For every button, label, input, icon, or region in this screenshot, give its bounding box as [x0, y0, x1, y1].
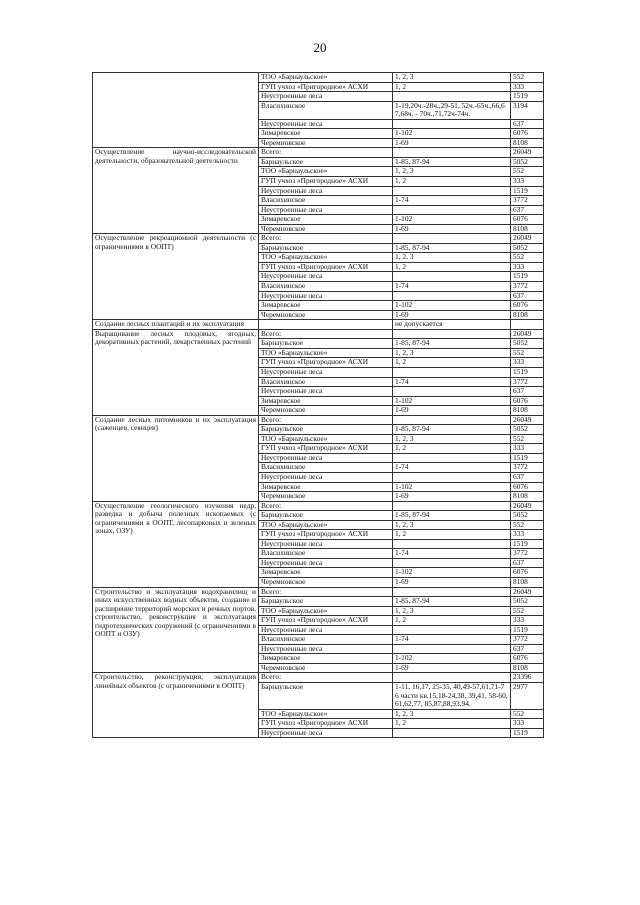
area-cell: 26049	[511, 148, 544, 158]
activity-cell: Строительство и эксплуатация водохранилищ и иных искусственных водных объектов, создание и расширение территорий морских и речных портов, строительство, реконструкция и эксплуатация гидротехнических сооружений (с ограничениями в ООПТ и ОЗУ)	[93, 587, 259, 673]
area-cell: 3772	[511, 463, 544, 473]
quarters-cell: 1, 2, 3	[393, 606, 511, 616]
quarters-cell: 1-69	[393, 663, 511, 673]
forestry-cell: Неустроенные леса	[259, 453, 393, 463]
forestry-cell: Всего:	[259, 673, 393, 683]
activity-cell: Создание лесных питомников и их эксплуатация (саженцев, сеянцев)	[93, 415, 259, 501]
area-cell: 552	[511, 167, 544, 177]
quarters-cell: 1-85, 87-94	[393, 339, 511, 349]
area-cell: 1519	[511, 92, 544, 102]
quarters-cell: 1-85, 87-94	[393, 425, 511, 435]
quarters-cell: 1-74	[393, 635, 511, 645]
forestry-cell: Власихинское	[259, 549, 393, 559]
forestry-cell: ТОО «Барнаульское»	[259, 253, 393, 263]
forestry-cell: Неустроенные леса	[259, 539, 393, 549]
area-cell: 333	[511, 177, 544, 187]
quarters-cell	[393, 644, 511, 654]
forestry-cell: ТОО «Барнаульское»	[259, 167, 393, 177]
forestry-cell: Черемновское	[259, 577, 393, 587]
forestry-cell: Черемновское	[259, 138, 393, 148]
forestry-cell: Неустроенные леса	[259, 367, 393, 377]
forestry-cell: Неустроенные леса	[259, 644, 393, 654]
forestry-cell: Барнаульское	[259, 243, 393, 253]
quarters-cell	[393, 673, 511, 683]
forestry-cell: Неустроенные леса	[259, 119, 393, 129]
quarters-cell	[393, 387, 511, 397]
quarters-cell: 1, 2	[393, 262, 511, 272]
forestry-cell: Всего:	[259, 329, 393, 339]
quarters-cell: 1-85, 87-94	[393, 597, 511, 607]
table-row	[93, 73, 544, 83]
area-cell: 637	[511, 644, 544, 654]
activity-cell: Осуществление рекреационной деятельности (с ограничениями в ООПТ)	[93, 234, 259, 320]
forestry-cell: ГУП учхоз «Пригородное» АСХИ	[259, 262, 393, 272]
forestry-cell: Неустроенные леса	[259, 291, 393, 301]
forestry-cell: Черемновское	[259, 492, 393, 502]
quarters-cell	[393, 539, 511, 549]
quarters-cell: 1, 2, 3	[393, 253, 511, 263]
forestry-cell: Барнаульское	[259, 425, 393, 435]
area-cell: 3772	[511, 196, 544, 206]
forestry-cell: ТОО «Барнаульское»	[259, 434, 393, 444]
quarters-cell: не допускается	[393, 320, 511, 330]
quarters-cell: 1-102	[393, 482, 511, 492]
quarters-cell: 1-74	[393, 196, 511, 206]
quarters-cell: 1-102	[393, 215, 511, 225]
forestry-cell: Всего:	[259, 415, 393, 425]
forestry-cell: Неустроенные леса	[259, 205, 393, 215]
area-cell: 2977	[511, 683, 544, 710]
quarters-cell: 1-11, 16,17, 25-35, 40,49-57,61,71-76 части кв.15,18-24,38, 39,41, 58-60,61,62,77, 85,87,88,93,94.	[393, 683, 511, 710]
quarters-cell: 1, 2	[393, 616, 511, 626]
forest-usage-table	[92, 72, 544, 738]
forestry-cell: Неустроенные леса	[259, 387, 393, 397]
forestry-cell: ТОО «Барнаульское»	[259, 709, 393, 719]
forestry-cell: Зимаревское	[259, 301, 393, 311]
quarters-cell: 1-69	[393, 138, 511, 148]
quarters-cell	[393, 186, 511, 196]
quarters-cell: 1-69	[393, 224, 511, 234]
quarters-cell	[393, 291, 511, 301]
forestry-cell: Неустроенные леса	[259, 92, 393, 102]
area-cell: 1519	[511, 453, 544, 463]
quarters-cell: 1-102	[393, 301, 511, 311]
area-cell: 552	[511, 73, 544, 83]
forestry-cell: ТОО «Барнаульское»	[259, 606, 393, 616]
forestry-cell: Черемновское	[259, 663, 393, 673]
forestry-cell: ГУП учхоз «Пригородное» АСХИ	[259, 82, 393, 92]
area-cell	[511, 320, 544, 330]
quarters-cell: 1-69	[393, 310, 511, 320]
area-cell: 1519	[511, 272, 544, 282]
quarters-cell: 1-102	[393, 654, 511, 664]
table-row	[93, 320, 544, 330]
area-cell: 3772	[511, 282, 544, 292]
forestry-cell: Власихинское	[259, 101, 393, 119]
forestry-cell: Всего:	[259, 148, 393, 158]
area-cell: 8108	[511, 663, 544, 673]
area-cell: 637	[511, 205, 544, 215]
forestry-cell: Барнаульское	[259, 511, 393, 521]
forestry-cell	[259, 320, 393, 330]
quarters-cell	[393, 728, 511, 738]
forestry-cell: ГУП учхоз «Пригородное» АСХИ	[259, 616, 393, 626]
area-cell: 552	[511, 709, 544, 719]
forestry-cell: Всего:	[259, 501, 393, 511]
area-cell: 552	[511, 520, 544, 530]
table-row	[93, 415, 544, 425]
area-cell: 6076	[511, 129, 544, 139]
page-number: 20	[313, 40, 327, 55]
quarters-cell: 1, 2	[393, 719, 511, 729]
forestry-cell: Власихинское	[259, 635, 393, 645]
quarters-cell	[393, 367, 511, 377]
forestry-cell: Зимаревское	[259, 129, 393, 139]
area-cell: 637	[511, 387, 544, 397]
area-cell: 23396	[511, 673, 544, 683]
quarters-cell: 1-85, 87-94	[393, 157, 511, 167]
forestry-cell: Зимаревское	[259, 215, 393, 225]
area-cell: 8108	[511, 492, 544, 502]
table-row	[93, 329, 544, 339]
forestry-cell: Неустроенные леса	[259, 272, 393, 282]
area-cell: 8108	[511, 138, 544, 148]
area-cell: 333	[511, 444, 544, 454]
forestry-cell: ГУП учхоз «Пригородное» АСХИ	[259, 719, 393, 729]
area-cell: 26049	[511, 234, 544, 244]
forestry-cell: Власихинское	[259, 463, 393, 473]
area-cell: 333	[511, 82, 544, 92]
quarters-cell	[393, 415, 511, 425]
quarters-cell	[393, 272, 511, 282]
quarters-cell: 1, 2	[393, 358, 511, 368]
area-cell: 552	[511, 434, 544, 444]
area-cell: 6076	[511, 396, 544, 406]
table-row	[93, 587, 544, 597]
area-cell: 6076	[511, 654, 544, 664]
area-cell: 3772	[511, 635, 544, 645]
quarters-cell	[393, 234, 511, 244]
quarters-cell	[393, 92, 511, 102]
area-cell: 1519	[511, 539, 544, 549]
activity-cell: Выращивание лесных плодовых, ягодных, декоративных растений, лекарственных растений	[93, 329, 259, 415]
area-cell: 6076	[511, 482, 544, 492]
table-row	[93, 501, 544, 511]
quarters-cell: 1-74	[393, 549, 511, 559]
area-cell: 5052	[511, 243, 544, 253]
forestry-cell: ГУП учхоз «Пригородное» АСХИ	[259, 444, 393, 454]
activity-cell: Осуществление геологического изучения недр, разведка и добыча полезных ископаемых (с ограничениями в ООПТ, лесопарковых и зеленых зонах, ОЗУ)	[93, 501, 259, 587]
quarters-cell: 1, 2	[393, 82, 511, 92]
quarters-cell: 1, 2, 3	[393, 73, 511, 83]
forestry-cell: Зимаревское	[259, 654, 393, 664]
area-cell: 333	[511, 262, 544, 272]
quarters-cell: 1-74	[393, 377, 511, 387]
table-row	[93, 673, 544, 683]
area-cell: 3194	[511, 101, 544, 119]
area-cell: 552	[511, 253, 544, 263]
area-cell: 333	[511, 358, 544, 368]
area-cell: 637	[511, 558, 544, 568]
area-cell: 5052	[511, 597, 544, 607]
forestry-cell: Власихинское	[259, 377, 393, 387]
quarters-cell	[393, 119, 511, 129]
area-cell: 26049	[511, 415, 544, 425]
area-cell: 8108	[511, 406, 544, 416]
area-cell: 637	[511, 119, 544, 129]
forestry-cell: Зимаревское	[259, 568, 393, 578]
quarters-cell: 1-74	[393, 282, 511, 292]
forestry-cell: Неустроенные леса	[259, 186, 393, 196]
area-cell: 637	[511, 291, 544, 301]
quarters-cell: 1, 2, 3	[393, 520, 511, 530]
area-cell: 333	[511, 719, 544, 729]
area-cell: 3772	[511, 377, 544, 387]
quarters-cell	[393, 453, 511, 463]
forestry-cell: Власихинское	[259, 282, 393, 292]
forestry-cell: ГУП учхоз «Пригородное» АСХИ	[259, 177, 393, 187]
quarters-cell	[393, 472, 511, 482]
forestry-cell: Барнаульское	[259, 157, 393, 167]
quarters-cell: 1-85, 87-94	[393, 511, 511, 521]
forestry-cell: Неустроенные леса	[259, 728, 393, 738]
area-cell: 333	[511, 616, 544, 626]
quarters-cell	[393, 587, 511, 597]
quarters-cell	[393, 558, 511, 568]
activity-cell: Строительство, реконструкция, эксплуатация линейных объектов (с ограничениями в ООПТ)	[93, 673, 259, 738]
area-cell: 3772	[511, 549, 544, 559]
table-row	[93, 234, 544, 244]
quarters-cell: 1-85, 87-94	[393, 243, 511, 253]
forestry-cell: Всего:	[259, 587, 393, 597]
forestry-cell: Барнаульское	[259, 683, 393, 710]
forestry-cell: Барнаульское	[259, 597, 393, 607]
forestry-cell: ТОО «Барнаульское»	[259, 520, 393, 530]
quarters-cell: 1-74	[393, 463, 511, 473]
forestry-cell: Неустроенные леса	[259, 558, 393, 568]
quarters-cell: 1, 2	[393, 530, 511, 540]
forestry-cell: Неустроенные леса	[259, 472, 393, 482]
area-cell: 6076	[511, 215, 544, 225]
forestry-cell: Всего:	[259, 234, 393, 244]
forestry-cell: Зимаревское	[259, 482, 393, 492]
area-cell: 5052	[511, 425, 544, 435]
quarters-cell	[393, 205, 511, 215]
area-cell: 26049	[511, 329, 544, 339]
area-cell: 26049	[511, 501, 544, 511]
quarters-cell: 1, 2	[393, 444, 511, 454]
area-cell: 8108	[511, 310, 544, 320]
quarters-cell: 1-102	[393, 396, 511, 406]
forestry-cell: Неустроенные леса	[259, 625, 393, 635]
activity-cell	[93, 73, 259, 148]
area-cell: 8108	[511, 577, 544, 587]
area-cell: 5052	[511, 157, 544, 167]
quarters-cell: 1-69	[393, 406, 511, 416]
quarters-cell	[393, 329, 511, 339]
quarters-cell: 1-69	[393, 492, 511, 502]
forestry-cell: Барнаульское	[259, 339, 393, 349]
quarters-cell: 1-102	[393, 568, 511, 578]
quarters-cell: 1-69	[393, 577, 511, 587]
area-cell: 8108	[511, 224, 544, 234]
area-cell: 1519	[511, 186, 544, 196]
area-cell: 6076	[511, 568, 544, 578]
forestry-cell: Зимаревское	[259, 396, 393, 406]
area-cell: 637	[511, 472, 544, 482]
activity-cell: Создание лесных плантаций и их эксплуатация	[93, 320, 259, 330]
area-cell: 552	[511, 348, 544, 358]
quarters-cell: 1, 2, 3	[393, 348, 511, 358]
quarters-cell: 1, 2, 3	[393, 167, 511, 177]
quarters-cell: 1, 2, 3	[393, 709, 511, 719]
forestry-cell: Черемновское	[259, 406, 393, 416]
forestry-cell: Черемновское	[259, 224, 393, 234]
area-cell: 1519	[511, 625, 544, 635]
forestry-cell: ТОО «Барнаульское»	[259, 73, 393, 83]
area-cell: 552	[511, 606, 544, 616]
forestry-cell: ГУП учхоз «Пригородное» АСХИ	[259, 358, 393, 368]
quarters-cell: 1, 2, 3	[393, 434, 511, 444]
table-row	[93, 148, 544, 158]
area-cell: 26049	[511, 587, 544, 597]
area-cell: 5052	[511, 511, 544, 521]
area-cell: 6076	[511, 301, 544, 311]
forestry-cell: Власихинское	[259, 196, 393, 206]
forestry-cell: Черемновское	[259, 310, 393, 320]
forestry-cell: ГУП учхоз «Пригородное» АСХИ	[259, 530, 393, 540]
quarters-cell: 1, 2	[393, 177, 511, 187]
area-cell: 1519	[511, 728, 544, 738]
area-cell: 5052	[511, 339, 544, 349]
forestry-cell: ТОО «Барнаульское»	[259, 348, 393, 358]
quarters-cell	[393, 148, 511, 158]
activity-cell: Осуществление научно-исследовательской деятельности, образовательной деятельности	[93, 148, 259, 234]
quarters-cell: 1-19,20ч.-28ч.,29-51, 52ч.-65ч.,66,67,68ч. - 70ч.,71,72ч-74ч.	[393, 101, 511, 119]
area-cell: 1519	[511, 367, 544, 377]
quarters-cell: 1-102	[393, 129, 511, 139]
area-cell: 333	[511, 530, 544, 540]
quarters-cell	[393, 501, 511, 511]
quarters-cell	[393, 625, 511, 635]
